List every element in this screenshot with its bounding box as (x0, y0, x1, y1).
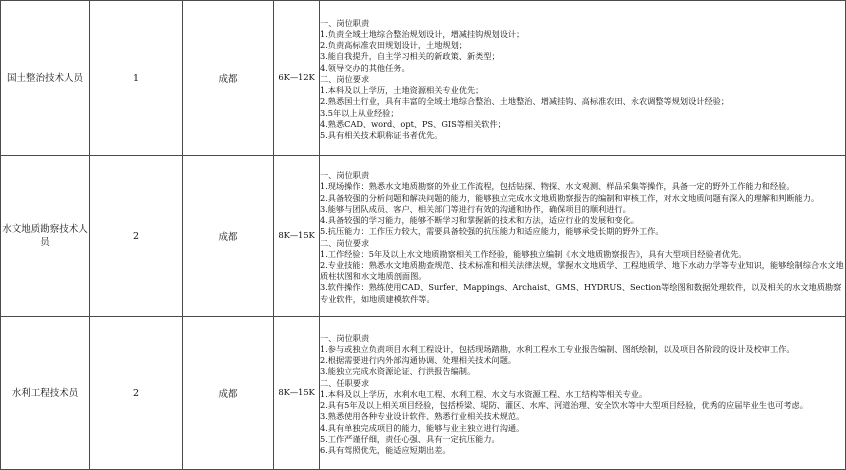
table-row (1, 156, 846, 317)
table-row (1, 317, 846, 470)
description-line: 二、岗位要求 (320, 73, 370, 84)
description-line: 3.能自我提升，自主学习相关的新政策、新类型； (320, 51, 500, 62)
job-description-cell (320, 1, 846, 156)
description-line: 5.工作严谨仔细，责任心强、具有一定抗压能力。 (320, 433, 500, 444)
description-line: 3.5年以上从业经验； (320, 107, 399, 118)
description-line: 1.参与或独立负责项目水利工程设计，包括现场踏勘，水利工程水工专业报告编制、图纸绘制，以及项目各阶段的设计及校审工作。 (320, 344, 795, 355)
salary-cell: 8K—15K (274, 317, 320, 470)
description-line: 二、任职要求 (320, 377, 370, 388)
description-line: 一、岗位职责 (320, 170, 370, 181)
city-cell: 成都 (183, 1, 274, 156)
description-line: 5.抗压能力：工作压力较大，需要具备较强的抗压能力和适应能力，能够承受长期的野外工作。 (320, 226, 664, 237)
description-line: 5.具有相关技术职称证书者优先。 (320, 129, 443, 140)
description-line: 2.具有5年及以上相关项目经验，包括桥梁、堤防、灌区、水库、河道治理、安全饮水等中大型项目经验，优秀的应届毕业生也可考虑。 (320, 400, 808, 411)
job-title-cell: 国土整治技术人员 (1, 1, 90, 156)
description-line: 3.能独立完成水资源论证、行洪报告编制。 (320, 366, 476, 377)
description-line: 4.熟悉CAD、word、opt、PS、GIS等相关软件； (320, 118, 506, 129)
description-line: 3.能够与团队成员、客户、相关部门等进行有效的沟通和协作，确保项目的顺利进行。 (320, 203, 631, 214)
job-title-cell: 水利工程技术员 (1, 317, 90, 470)
headcount-cell: 1 (90, 1, 183, 156)
description-line: 3.熟悉使用各种专业设计软件、熟悉行业相关技术规范。 (320, 411, 525, 422)
description-line: 二、岗位要求 (320, 237, 370, 248)
description-line: 2.具备较强的分析问题和解决问题的能力，能够独立完成水文地质勘察报告的编制和审核工作，对水文地质问题有深入的理解和判断能力。 (320, 192, 820, 203)
description-line: 4.领导交办的其他任务。 (320, 62, 410, 73)
description-line: 1.工作经验：5年及以上水文地质勘察相关工作经验，能够独立编制《水文地质勘察报告》，具有大型项目经验者优先。 (320, 248, 747, 259)
description-line: 1.现场操作：熟悉水文地质勘察的外业工作流程，包括钻探、物探、水文观测、样品采集等操作，具备一定的野外工作能力和经验。 (320, 181, 795, 192)
description-line: 2.熟悉国土行业，具有丰富的全域土地综合整治、土地整治、增减挂钩、高标准农田、永农调整等规划设计经验； (320, 96, 730, 107)
description-line: 3.软件操作：熟练使用CAD、Surfer、Mappings、Archaist、GMS、HYDRUS、Section等绘图和数据处理软件，以及相关的水文地质勘察专业软件，如地质建模软件等。 (320, 282, 842, 304)
job-title-cell: 水文地质勘察技术人员 (1, 156, 90, 317)
description-line: 4.具备较强的学习能力，能够不断学习和掌握新的技术和方法，适应行业的发展和变化。 (320, 215, 639, 226)
salary-cell: 8K—15K (274, 156, 320, 317)
job-description-cell (320, 317, 846, 470)
job-description-cell (320, 156, 846, 317)
description-line: 6.具有驾照优先，能适应短期出差。 (320, 444, 451, 455)
salary-cell: 6K—12K (274, 1, 320, 156)
city-cell: 成都 (183, 156, 274, 317)
description-line: 2.根据需要进行内外部沟通协调、处理相关技术问题。 (320, 355, 517, 366)
description-line: 1.本科及以上学历，土地资源相关专业优先； (320, 85, 484, 96)
description-line: 一、岗位职责 (320, 17, 370, 28)
description-line: 2.专业技能：熟悉水文地质勘查规范、技术标准和相关法律法规，掌握水文地质学、工程地质学、地下水动力学等专业知识，能够绘制综合水文地质柱状图和水文地质剖面图。 (320, 259, 844, 282)
headcount-cell: 2 (90, 317, 183, 470)
description-line: 1.负责全域土地综合整治规划设计，增减挂钩规划设计； (320, 29, 525, 40)
description-line: 4.具有单独完成项目的能力，能够与业主独立进行沟通。 (320, 422, 525, 433)
description-line: 一、岗位职责 (320, 332, 370, 343)
headcount-cell: 2 (90, 156, 183, 317)
description-line: 1.本科及以上学历，水利水电工程、水利工程、水文与水资源工程、水工结构等相关专业。 (320, 388, 648, 399)
description-line: 2.负责高标准农田规划设计，土地规划； (320, 40, 467, 51)
city-cell: 成都 (183, 317, 274, 470)
table-row (1, 1, 846, 156)
